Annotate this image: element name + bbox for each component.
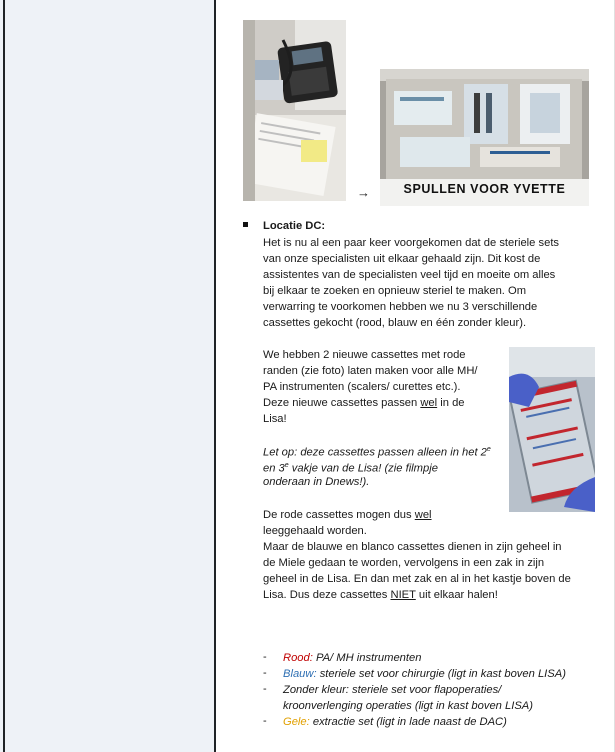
drawer-supplies-photo [380,69,589,206]
sidebar-inner-border [3,0,212,752]
emphasis-niet: NIET [390,589,416,601]
legend-item-blauw: Blauw: steriele set voor chirurgie (ligt in kast boven LISA) [283,668,566,680]
legend-item-gele: Gele: extractie set (ligt in lade naast de DAC) [283,716,507,728]
legend-item-rood: Rood: PA/ MH instrumenten [283,652,422,664]
para4-line4: de Miele gedaan te worden, vervolgens in een zak in zijn [263,557,545,569]
arrow-icon: → [357,185,370,200]
para3-line3: onderaan in Dnews!). [263,476,370,488]
list-bullet [243,222,248,227]
legend-dash: - [263,667,267,679]
emphasis-wel-2: wel [414,509,432,521]
para4-line1: De rode cassettes mogen dus wel [263,509,432,521]
para1-line1: Het is nu al een paar keer voorgekomen dat de steriele sets [263,237,560,249]
para4-line6: Lisa. Dus deze cassettes NIET uit elkaar halen! [263,589,498,601]
legend-item-zonder-kleur-cont: kroonverlenging operaties (ligt in kast boven LISA) [283,700,533,712]
para1-line4: bij elkaar te zoeken en opnieuw steriel te maken. Om [263,285,527,297]
red-cassette-photo [509,347,595,512]
para4-line3: Maar de blauwe en blanco cassettes dienen in zijn geheel in [263,541,562,553]
para4-line2: leeggehaald worden. [263,525,367,537]
para1-line6: cassettes gekocht (rood, blauw en één zonder kleur). [263,317,527,329]
para2-line5: Lisa! [263,413,287,425]
legend-dash: - [263,715,267,727]
legend-dash: - [263,651,267,663]
para1-line2: van onze specialisten uit elkaar gehaald zijn. Dit kost de [263,253,541,265]
para1-line3: assistentes van de specialisten veel tijd en moeite om alles [263,269,556,281]
section-heading: Locatie DC: [263,220,326,232]
legend-item-zonder-kleur: Zonder kleur: steriele set voor flapoperaties/ [283,684,502,696]
para4-line5: geheel in de Lisa. En dan met zak en al in het kastje boven de [263,573,571,585]
para2-line2: randen (zie foto) laten maken voor alle MH/ [263,365,478,377]
emphasis-wel: wel [420,397,438,409]
legend-dash: - [263,683,267,695]
para2-line4: Deze nieuwe cassettes passen wel in de [263,397,465,409]
para1-line5: verwarring te voorkomen hebben we nu 3 verschillende [263,301,538,313]
para3-line2: en 3e vakje van de Lisa! (zie filmpje [263,462,438,475]
para2-line3: PA instrumenten (scalers/ curettes etc.). [263,381,461,393]
sidebar-panel [0,0,216,752]
para2-line1: We hebben 2 nieuwe cassettes met rode [263,349,466,361]
desk-phone-photo [243,20,346,201]
para3-line1: Let op: deze cassettes passen alleen in het 2e [263,446,491,459]
drawer-label: SPULLEN VOOR YVETTE [403,182,566,196]
